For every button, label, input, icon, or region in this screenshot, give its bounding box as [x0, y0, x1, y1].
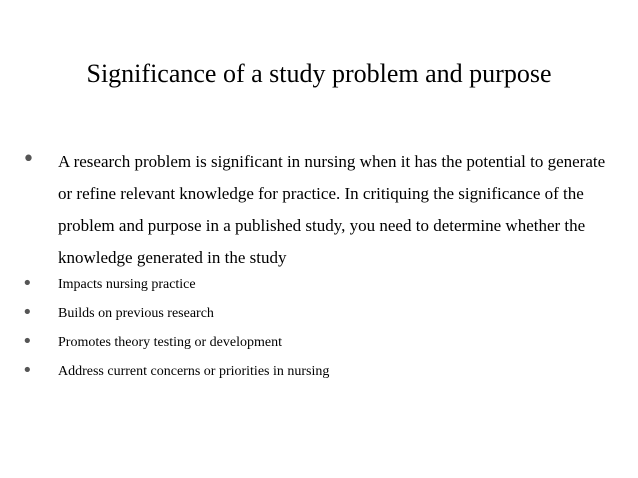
bullet-item-theory-testing [22, 333, 622, 353]
bullet-icon: • [22, 147, 35, 172]
bullet-item-previous-research [22, 304, 622, 324]
bullet-text: Impacts nursing practice [58, 277, 196, 292]
bullet-item-impacts-practice [22, 275, 622, 295]
bullet-text: Address current concerns or priorities in nursing [58, 364, 330, 379]
bullet-icon: • [22, 331, 33, 352]
bullet-item-main [22, 146, 622, 274]
bullet-list [22, 146, 622, 391]
bullet-icon: • [22, 302, 33, 323]
bullet-text: A research problem is significant in nursing when it has the potential to generate or refine relevant knowledge for practice. In critiquing the significance of the problem and purpose in a published study, you need to determine whether the knowledge generated in the study [58, 152, 606, 267]
bullet-item-current-concerns [22, 362, 622, 382]
slide-title: Significance of a study problem and purpose [86, 59, 552, 88]
bullet-text: Builds on previous research [58, 306, 214, 321]
bullet-text: Promotes theory testing or development [58, 335, 282, 350]
bullet-icon: • [22, 360, 33, 381]
bullet-icon: • [22, 273, 33, 294]
